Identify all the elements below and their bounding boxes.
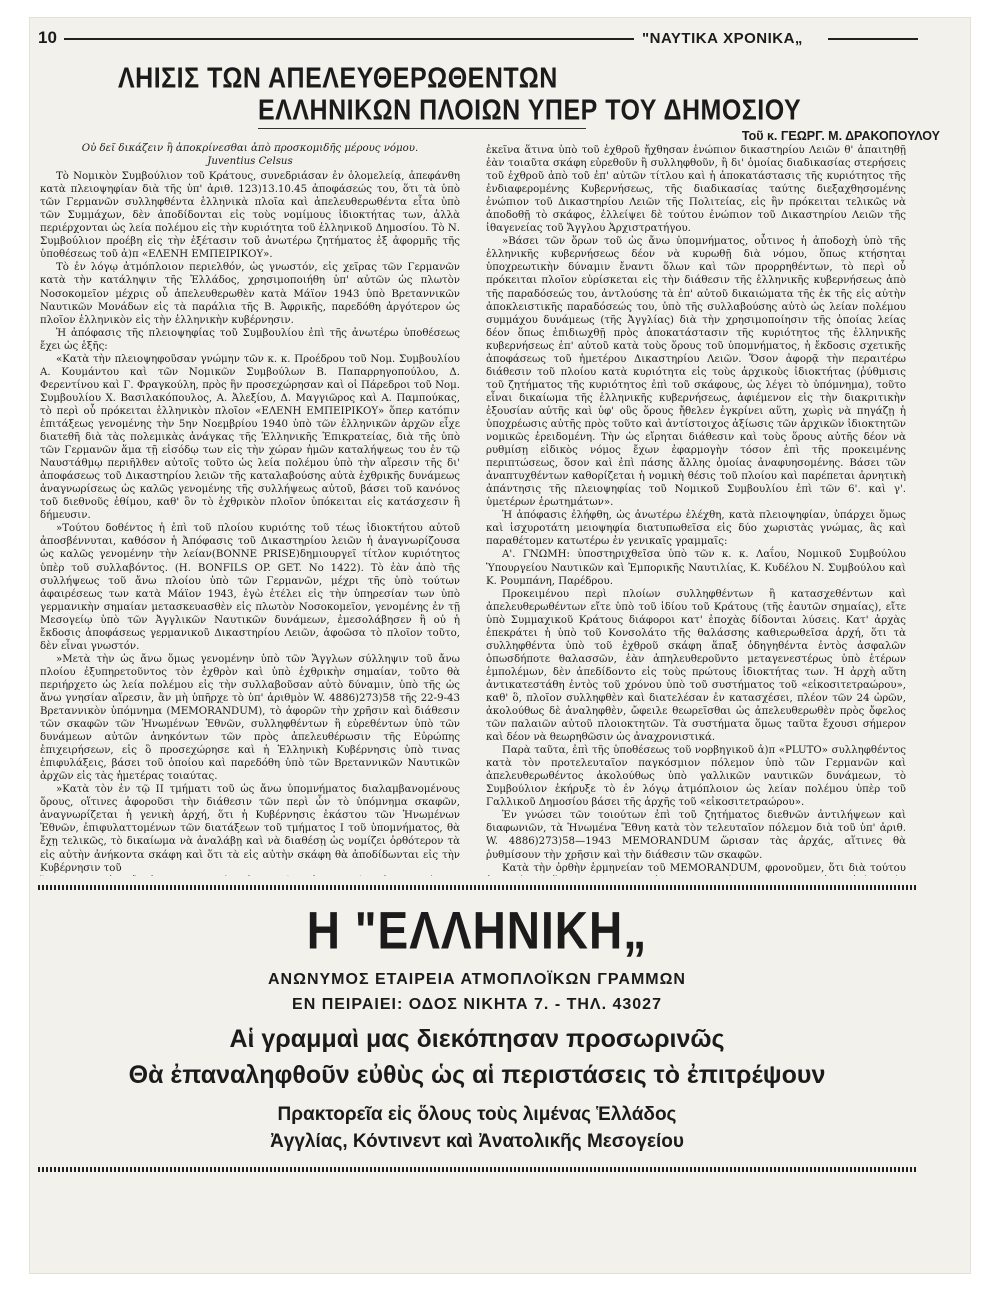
paragraph: Ἡ ἀπόφασις ἐλήφθη, ὡς ἀνωτέρω ἐλέχθη, κατὰ πλειοψηφίαν, ὑπάρχει ὅμως καὶ ἰσχυροτάτη μειοψηφία διατυπωθεῖσα εἰς δύο χωριστὰς γνώμας, ἃς καὶ παραθέτομεν κατωτέρω ἐν γενικαῖς γραμμαῖς: <box>486 510 906 548</box>
paragraph: «Κατὰ τὴν πλειοψηφοῦσαν γνώμην τῶν κ. κ. Προέδρου τοῦ Νομ. Συμβουλίου Α. Κουμάντου καὶ τῶν Νομικῶν Συμβούλων Β. Παπαρρηγοπούλου, Δ. Φερεντίνου καὶ Γ. Φραγκούλη, πρὸς ἣν προσεχώρησαν καὶ οἱ Πάρεδροι τοῦ Νομ. Συμβουλίου Χ. Βασιλακόπουλος, Α. Ἀλεξίου, Δ. Μαγγιῶρος καὶ Α. Παμπούκας, τὸ περὶ οὗ πρόκειται ἑλληνικὸν πλοῖον «ΕΛΕΝΗ ΕΜΠΕΙΡΙΚΟΥ» ὅπερ κατόπιν ἐπιτάξεως γενομένης τὴν 5ην Νοεμβρίου 1940 ὑπὸ τῶν ἑλληνικῶν ἀρχῶν εἶχε διατεθῆ διὰ τὰς πολεμικὰς ἀνάγκας τῆς Ἑλληνικῆς Ἐπικρατείας, διὰ τῆς ὑπὸ τῶν Γερμανῶν ἅμα τῇ εἰσόδῳ των εἰς τὴν χώραν ἡμῶν καταλήψεως του ἐν τῷ Ναυστάθμῳ περιῆλθεν αὐτοῖς τοῦτο ὡς λεία πολέμου ὑπὸ τὴν αἵρεσιν τῆς δι' ἀποφάσεως τοῦ Δικαστηρίου λειῶν τῆς καταλαβούσης αὐτὰ ἐχθρικῆς δυνάμεως ἀναγνωρίσεως ὡς καλῶς γενομένης τῆς συλλήψεως αὐτοῦ, βάσει τοῦ κανόνος τοῦ διεθνοῦς ἐθίμου, καθ' ὃν τὸ ἐχθρικὸν πλοῖον ὑπόκειται εἰς κατάσχεσιν ἢ δήμευσιν. <box>40 353 460 522</box>
byline: Τοῦ κ. ΓΕΩΡΓ. Μ. ΔΡΑΚΟΠΟΥΛΟΥ <box>741 129 940 143</box>
paragraph: Ἐν γνώσει τῶν τοιούτων ἐπὶ τοῦ ζητήματος διεθνῶν ἀντιλήψεων καὶ διαφωνιῶν, τὰ Ἡνωμένα Ἔθνη κατὰ τὸν τελευταῖον πόλεμον διὰ τοῦ ὑπ' ἀριθ. W. 4886)273)58—1943 MEMORANDUM ὥρισαν τὰς ἀρχάς, αἵτινες θὰ ῥυθμίσουν τὴν χρῆσιν καὶ τὴν διάθεσιν τῶν σκαφῶν. <box>486 810 906 861</box>
paragraph: »Μετὰ τὴν ὡς ἄνω ὅμως γενομένην ὑπὸ τῶν Ἄγγλων σύλληψιν τοῦ ἄνω πλοίου ἐξυπηρετοῦντος τὸν ἐχθρὸν καὶ ὑπὸ ἐχθρικὴν σημαίαν, τοῦτο θὰ περιήρχετο ὡς λεία πολέμου εἰς τὴν συλλαβοῦσαν αὐτὸ δύναμιν, ὑπὸ τῆς ὡς ἄνω γνησίαν αἵρεσιν, ἂν μὴ ὑπῆρχε τὸ ὑπ' ἀριθμὸν W. 4886)273)58 τῆς 22-9-43 Βρεταννικὸν ὑπόμνημα (MEMORANDUM), τὸ ἀφορῶν τὴν χρῆσιν καὶ διάθεσιν τῶν σκαφῶν τῶν Ἡνωμένων Ἐθνῶν, συλληφθέντων ἢ εὑρεθέντων ὑπὸ τῶν δυνάμεων αὐτῶν ἀνηκόντων τῶν πρὸς ἀπελευθέρωσιν τῆς Εὐρώπης ἐπιχειρήσεων, εἰς ὃ προσεχώρησε καὶ ἡ Ἑλληνικὴ Κυβέρνησις ὑπὸ τινας ἐπιφυλάξεις, βάσει τοῦ ὁποίου καὶ παρεδόθη ὑπὸ τῶν Βρεταννικῶν Ναυτικῶν ἀρχῶν εἰς τὰς ἡμετέρας τοιαύτας. <box>40 653 460 783</box>
article-column-right <box>486 144 906 876</box>
ad-company-name: Η "ΕΛΛΗΝΙΚΗ„ <box>306 900 648 960</box>
header-rule <box>64 38 634 40</box>
page-number: 10 <box>38 28 57 47</box>
ad-border-top <box>38 885 916 890</box>
paragraph <box>40 875 460 876</box>
ad-slogan-line-2: Θὰ ἐπαναληφθοῦν εὐθὺς ὡς αἱ περιστάσεις τὸ ἐπιτρέψουν <box>128 1061 826 1089</box>
headline-line-1: ΛΗΙΣΙΣ ΤΩΝ ΑΠΕΛΕΥΘΕΡΩΘΕΝΤΩΝ <box>118 62 558 95</box>
header-rule <box>828 38 918 40</box>
epigraph-author: Juventius Celsus <box>207 156 293 168</box>
paragraph: Τὸ ἐν λόγῳ ἀτμόπλοιον περιελθόν, ὡς γνωστόν, εἰς χεῖρας τῶν Γερμανῶν κατὰ τὴν κατάληψιν τῆς Ἑλλάδος, χρησιμοποιήθη ὑπ' αὐτῶν ὡς πλωτὸν Νοσοκομεῖον μέχρις οὗ ἀπελευθερωθὲν κατὰ Μάϊον 1943 ὑπὸ Βρεταννικῶν Ναυτικῶν Μονάδων εἰς τὰ παράλια τῆς Β. Ἀφρικῆς, παρεδόθη ἀργότερον ὡς πλοῖον ἑλληνικὸν εἰς τὴν ἑλληνικὴν κυβέρνησιν. <box>40 262 460 326</box>
page-header <box>38 28 918 48</box>
ad-border-bottom <box>38 1167 916 1172</box>
ad-agency-line-2: Ἀγγλίας, Κόντινεντ καὶ Ἀνατολικῆς Μεσογείου <box>270 1131 684 1152</box>
ad-subtitle: ΑΝΩΝΥΜΟΣ ΕΤΑΙΡΕΙΑ ΑΤΜΟΠΛΟΪΚΩΝ ΓΡΑΜΜΩΝ <box>268 971 686 988</box>
byline-rule <box>258 128 586 129</box>
ad-slogan-line-1: Αἱ γραμμαὶ μας διεκόπησαν προσωρινῶς <box>229 1025 725 1053</box>
paragraph: Παρὰ ταῦτα, ἐπὶ τῆς ὑποθέσεως τοῦ νορβηγικοῦ ἀ)π «PLUTO» συλληφθέντος κατὰ τὸν προτελευταῖον παγκόσμιον πόλεμον ὑπὸ τῶν Γερμανῶν καὶ ἀπελευθερωθέντος ἀκολούθως ὑπὸ γαλλικῶν ναυτικῶν δυνάμεων, τὸ Συμβούλιον ἐκήρυξε τὸ ἐν λόγῳ ἀτμόπλοιον ὡς λείαν πολέμου ὑπὲρ τοῦ Γαλλικοῦ Δημοσίου βάσει τῆς ἀρχῆς τοῦ «εἰκοσιτετραώρου». <box>486 745 906 809</box>
paragraph: »Τούτου δοθέντος ἡ ἐπὶ τοῦ πλοίου κυριότης τοῦ τέως ἰδιοκτήτου αὐτοῦ ἀποσβέννυται, καθόσον ἡ Ἀπόφασις τοῦ Δικαστηρίου λειῶν ἡ ἀναγνωρίζουσα ὡς καλῶς γενομένην τὴν λείαν(BONNE PRISE)δημιουργεῖ τίτλον κυριότητος ὑπὲρ τοῦ συλλαβόντος. (H. BONFILS OP. GET. No 1422). Τὸ ἐὰν ἀπὸ τῆς συλλήψεως τοῦ ἄνω πλοίου ὑπὸ τῶν Γερμανῶν, μέχρι τῆς ὑπὸ τούτων ἀφαιρέσεως των κατὰ Μάϊον 1943, ἐγὼ ἐτέλει εἰς τὴν ὑπηρεσίαν των ὑπὸ γερμανικὴν σημαίαν μετασκευασθὲν εἰς πλωτὸν Νοσοκομεῖον, γενομένης ἐν τῇ Μεσογείῳ ὑπὸ τῶν Ἀγγλικῶν Ναυτικῶν δυνάμεων, ἐμεσολάβησεν ἢ οὐ ἡ ἔκδοσις ἀποφάσεως γερμανικοῦ Δικαστηρίου Λειῶν, ἀφοῶσα τὸ πλοῖον τοῦτο, δὲν εἶναι γνωστόν. <box>40 523 460 652</box>
advertisement <box>38 885 916 1227</box>
epigraph: Οὐ δεῖ δικάζειν ἢ ἀποκρίνεσθαι ἀπὸ προσκομιδῆς μέρους νόμου. <box>81 143 419 154</box>
paragraph: »Κατὰ τὸν ἐν τῷ ΙΙ τμήματι τοῦ ὡς ἄνω ὑπομνήματος διαλαμβανομένους ὅρους, οἵτινες ἀφοροῦσι τὴν διάθεσιν τῶν περὶ ὧν τὸ ὑπόμνημα σκαφῶν, ἀναγνωρίζεται ἡ γενικὴ ἀρχή, ὅτι ἡ Κυβέρνησις ἑκάστου τῶν Ἡνωμένων Ἐθνῶν, ἐπιφυλαττομένων τῶν διατάξεων τοῦ τμήματος Ι τοῦ ὑπομνήματος, θὰ ἔχῃ τελικῶς, τὸ δικαίωμα νὰ ἀναλάβῃ καὶ νὰ διαθέσῃ ὡς νομίζει ὀρθότερον τὰ εἰς αὐτὴν ἀνήκοντα σκάφη καὶ ὅτι τὰ εἰς αὐτὴν σκάφη θὰ ἀποδίδωνται εἰς τὴν Κυβέρνησιν τοῦ <box>40 784 460 874</box>
paragraph: Κατὰ τὴν ὀρθὴν ἑρμηνείαν τοῦ MEMORANDUM, φρονοῦμεν, ὅτι διὰ τούτου <box>502 862 906 874</box>
ad-agency-line-1: Πρακτορεῖα εἰς ὅλους τοὺς λιμένας Ἑλλάδος <box>277 1104 677 1125</box>
paragraph: Α'. ΓΝΩΜΗ: ὑποστηριχθεῖσα ὑπὸ τῶν κ. κ. Λαΐου, Νομικοῦ Συμβούλου Ὑπουργείου Ναυτικῶν καὶ Ἐμπορικῆς Ναυτιλίας, Κ. Κυδέλου Ν. Συμβούλου καὶ Κ. Ρουμπάνη, Παρέδρου. <box>486 549 906 587</box>
paragraph: Ἡ ἀπόφασις τῆς πλειοψηφίας τοῦ Συμβουλίου ἐπὶ τῆς ἀνωτέρω ὑποθέσεως ἔχει ὡς ἑξῆς: <box>40 327 460 352</box>
paragraph: Τὸ Νομικὸν Συμβούλιον τοῦ Κράτους, συνεδριάσαν ἐν ὁλομελείᾳ, ἀπεφάνθη κατὰ πλειοψηφίαν διὰ τῆς ὑπ' ἀριθ. 123)13.10.45 ἀποφάσεώς του, ὅτι τὰ ὑπὸ τῶν Γερμανῶν συλληφθέντα ἑλληνικὰ πλοῖα καὶ ἀπελευθερωθέντα εἶτα ὑπὸ τῶν Συμμάχων, δὲν ἀποδίδονται εἰς τοὺς νομίμους ἰδιοκτήτας των, ἀλλὰ περιέρχονται ὡς λεία πολέμου εἰς τὴν κυριότητα τοῦ ἑλληνικοῦ Δημοσίου. Τὸ Ν. Συμβούλιον προέβη εἰς τὴν ἐξέτασιν τοῦ ἀνωτέρω ζητήματος ἐξ ἀφορμῆς τῆς ὑποθέσεως τοῦ ἀ)π «ΕΛΕΝΗ ΕΜΠΕΙΡΙΚΟΥ». <box>40 171 460 261</box>
article-column-left <box>40 142 460 876</box>
paragraph: ἐκεῖνα ἅτινα ὑπὸ τοῦ ἐχθροῦ ἤχθησαν ἐνώπιον δικαστηρίου Λειῶν θ' ἀπαιτηθῇ ἐὰν τοιαῦτα σκάφη εὑρεθοῦν ἢ συλληφθοῦν, ἢ δι' ὁμοίας διαδικασίας στερήσεις τοῦ ἐχθροῦ ἀπὸ τοῦ ἐπ' αὐτῶν τίτλου καὶ ἡ ἀποκατάστασις τῆς κυριότητος τῆς ἐνδιαφερομένης Κυβερνήσεως, τῆς διαδικασίας ταύτης διεξαχθησομένης ἐνώπιον τοῦ Δικαστηρίου Λειῶν τῆς Πολιτείας, εἰς ἣν πρόκειται τελικῶς νὰ ἀποδοθῇ τὸ σκάφος, ἐλλείψει δὲ τούτου ἐνώπιον τοῦ Δικαστηρίου Λειῶν τῆς ἰθαγενείας τοῦ Ἄγγλου Ἀρχιστρατήγου. <box>486 145 906 235</box>
paragraph: »Βάσει τῶν ὅρων τοῦ ὡς ἄνω ὑπομνήματος, οὗτινος ἡ ἀποδοχὴ ὑπὸ τῆς ἑλληνικῆς κυβερνήσεως δέον νὰ κυρωθῇ διὰ νόμου, ὅπως κτήσηται ὑποχρεωτικὴν δύναμιν ἔναντι ὅλων καὶ τῶν προρρηθέντων, τὸ περὶ οὗ πρόκειται πλοῖον εὑρίσκεται εἰς τὴν διάθεσιν τῆς ἑλληνικῆς κυβερνήσεως ἀπὸ τῆς παραδόσεώς του, ἀντλούσης τὰ ἐπ' αὐτοῦ δικαιώματα τῆς ἐκ τῆς εἰς αὐτὴν ἀποκλειστικῆς παραδόσεώς του, ὑπὸ τῆς συλλαβούσης αὐτὸ ὡς λείαν πολέμου συμμάχου δυνάμεως (τῆς Ἀγγλίας) διὰ τὴν χρησιμοποίησιν τῆς ὁποίας λείας δέον ὅπως ἐπιδιωχθῇ πρὸς ἀποκατάστασιν τῆς κυριότητος τῆς ἑλληνικῆς κυβερνήσεως ἐπ' αὐτοῦ κατὰ τοὺς ὅρους τοῦ ὑπομνήματος, ἡ ἔκδοσις σχετικῆς ἀποφάσεως τοῦ ἡμετέρου Δικαστηρίου Λειῶν. Ὅσον ἀφορᾷ τὴν περαιτέρω διάθεσιν τοῦ πλοίου κατὰ κυριότητα εἰς τοὺς ἀρχικοὺς ἰδιοκτήτας (ῥύθμισις τοῦ ζητήματος τῆς κυριότητος ἐπὶ τοῦ σκάφους, ὡς λέγει τὸ ὑπόμνημα), τοῦτο εἶναι δικαίωμα τῆς ἑλληνικῆς κυβερνήσεως, ἀφιέμενον εἰς τὴν διακριτικὴν ἐξουσίαν αὐτῆς καὶ ὑφ' οὓς ὅρους ἤθελεν ἐγκρίνει αὕτη, χωρὶς νὰ πηγάζῃ ἡ ὑποχρέωσις αὐτῆς πρὸς τοῦτο καὶ ἀντίστοιχος ἀξίωσις τῶν ἀρχικῶν ἰδιοκτητῶν νομικῶς ἐρειδομένη. Τὴν ὡς εἴρηται διάθεσιν καὶ τοὺς ὅρους αὐτῆς δέον νὰ ρυθμίσῃ εἰδικὸς νόμος ἔχων ἐφαρμογὴν τόσον ἐπὶ τῆς προκειμένης περιπτώσεως, ὅσον καὶ ἐπὶ πάσης ἄλλης ὁμοίας ἀναφυησομένης. Βάσει τῶν ἀναπτυχθέντων καθορίζεται ἡ νομικὴ θέσις τοῦ πλοίου καὶ παρέπεται ἀρνητικὴ ἀπάντησις τῆς πλειοψηφίας τοῦ Νομικοῦ Συμβουλίου ἐπὶ τῶν 6'. καὶ γ'. ὑμετέρων ἐρωτημάτων». <box>486 236 906 509</box>
journal-title: "ΝΑΥΤΙΚΑ ΧΡΟΝΙΚΑ„ <box>642 30 803 47</box>
paragraph: Προκειμένου περὶ πλοίων συλληφθέντων ἢ κατασχεθέντων καὶ ἀπελευθερωθέντων εἴτε ὑπὸ τοῦ ἰδίου τοῦ Κράτους (τῆς ἑαυτῶν σημαίας), εἴτε ὑπὸ Συμμαχικοῦ Κράτους διάφοροι κατ' ἐποχὰς δίδονται λύσεις. Κατ' ἀρχὰς ἐπεκράτει ἡ ὑπὸ τοῦ Κονσολάτο τῆς θαλάσσης καθιερωθεῖσα ἀρχή, ὅτι τὰ συλληφθέντα ὑπὸ τοῦ ἐχθροῦ σκάφη ἅπαξ ὁδηγηθέντα ἐντὸς ἀσφαλῶν ὁπωσδήποτε θαλασσῶν, ἐὰν ἀπηλευθεροῦντο μεταγενεστέρως ὑπὸ ἑτέρων ἐμπολέμων, δὲν ἀπεδίδοντο εἰς τοὺς πρώτους ἰδιοκτήτας των. Ἡ ἀρχὴ αὕτη ἀντικατεστάθη ἐντὸς τοῦ χρόνου ὑπὸ τοῦ συστήματος τοῦ «εἰκοσιτετραώρου», καθ' ὃ, πλοῖον συλληφθὲν καὶ διατελέσαν ἐν κατασχέσει, πλέον τῶν 24 ὡρῶν, ἀκολούθως δὲ ἀναληφθὲν, ὤφειλε θεωρεῖσθαι ὡς ἀπελευθερωθὲν πρὸς ὄφελος τῶν παλαιῶν αὐτοῦ πλοιοκτητῶν. Τὰ συστήματα ὅμως ταῦτα ἔχουσι σήμερον καὶ δέον νὰ θεωρηθῶσιν ὡς ἀναχρονιστικά. <box>486 588 906 744</box>
ad-address: ΕΝ ΠΕΙΡΑΙΕΙ: ΟΔΟΣ ΝΙΚΗΤΑ 7. - ΤΗΛ. 43027 <box>292 996 662 1013</box>
headline-line-2: ΕΛΛΗΝΙΚΩΝ ΠΛΟΙΩΝ ΥΠΕΡ ΤΟΥ ΔΗΜΟΣΙΟΥ <box>258 94 802 127</box>
